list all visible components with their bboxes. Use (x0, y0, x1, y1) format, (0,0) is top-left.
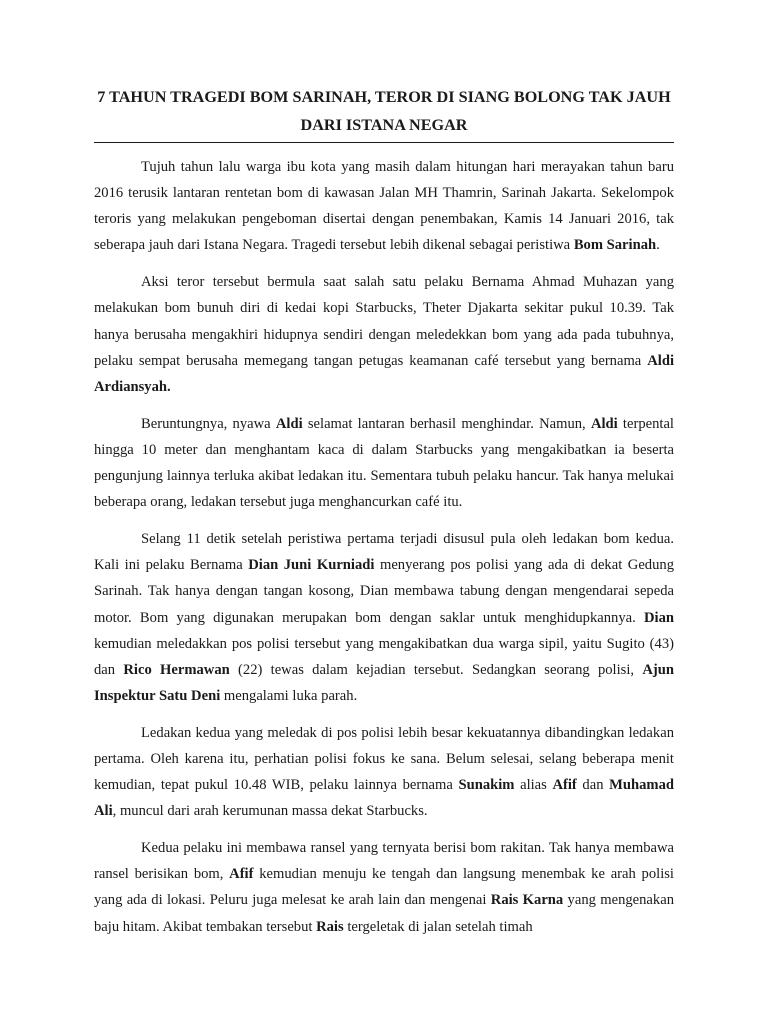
paragraph-3 (94, 411, 674, 515)
body-text: . (656, 237, 660, 254)
body-text: terpental hingga 10 meter dan menghantam kaca di dalam Starbucks yang mengakibatkan ia beserta pengunjung lainnya terluka akibat ledakan itu. Sementara tubuh pelaku hancur. Tak hanya melukai beberapa orang, ledakan tersebut juga menghancurkan café itu. (94, 415, 674, 511)
body-text: , muncul dari arah kerumunan massa dekat Starbucks. (112, 803, 428, 820)
body-text: tergeletak di jalan setelah timah (343, 918, 533, 935)
bold-name-text: Sunakim (458, 777, 515, 794)
bold-name-text: Ajun Inspektur Satu Deni (94, 661, 674, 704)
body-text: Kedua pelaku ini membawa ransel yang ternyata berisi bom rakitan. Tak hanya membawa ransel berisikan bom, (94, 840, 674, 883)
body-text: menyerang pos polisi yang ada di dekat Gedung Sarinah. Tak hanya dengan tangan kosong, Dian membawa tabung dengan mengendarai sepeda motor. Bom yang digunakan merupakan bom dengan saklar untuk menghidupkannya. (94, 557, 674, 626)
document-title: 7 TAHUN TRAGEDI BOM SARINAH, TEROR DI SIANG BOLONG TAK JAUH DARI ISTANA NEGAR (97, 88, 671, 134)
bold-name-text: Rais Karna (490, 892, 564, 909)
paragraph-1 (94, 154, 674, 258)
bold-name-text: Rico Hermawan (123, 661, 230, 678)
body-text: Ledakan kedua yang meledak di pos polisi lebih besar kekuatannya dibandingkan ledakan pertama. Oleh karena itu, perhatian polisi fokus ke sana. Belum selesai, selang beberapa menit kemudian, tepat pukul 10.48 WIB, pelaku lainnya bernama (94, 724, 674, 794)
title-underline-rule (94, 142, 674, 143)
body-text: yang mengenakan baju hitam. Akibat tembakan tersebut (94, 892, 674, 935)
body-text: kemudian meledakkan pos polisi tersebut yang mengakibatkan dua warga sipil, yaitu Sugito (43) dan (94, 635, 674, 678)
body-text: dan (576, 777, 610, 794)
bold-name-text: Muhamad Ali (94, 777, 674, 820)
bold-name-text: Afif (229, 866, 254, 883)
bold-name-text: Aldi Ardiansyah. (94, 352, 674, 395)
body-text: Selang 11 detik setelah peristiwa pertama terjadi disusul pula oleh ledakan bom kedua. Kali ini pelaku Bernama (94, 531, 674, 574)
bold-name-text: Aldi (275, 415, 303, 432)
bold-name-text: Bom Sarinah (573, 237, 657, 254)
body-text: Tujuh tahun lalu warga ibu kota yang masih dalam hitungan hari merayakan tahun baru 2016 terusik lantaran rentetan bom di kawasan Jalan MH Thamrin, Sarinah Jakarta. Sekelompok teroris yang melakukan pengeboman disertai dengan penembakan, Kamis 14 Januari 2016, tak seberapa jauh dari Istana Negara. Tragedi tersebut lebih dikenal sebagai peristiwa (94, 159, 674, 254)
paragraph-5 (94, 720, 674, 824)
paragraph-6 (94, 835, 674, 939)
paragraph-4 (94, 526, 674, 709)
body-text: Aksi teror tersebut bermula saat salah satu pelaku Bernama Ahmad Muhazan yang melakukan bom bunuh diri di kedai kopi Starbucks, Theter Djakarta sekitar pukul 10.39. Tak hanya berusaha mengakhiri hidupnya sendiri dengan meledekkan bom yang ada pada tubuhnya, pelaku sempat berusaha memegang tangan petugas keamanan café tersebut yang bernama (94, 274, 674, 369)
body-text: kemudian menuju ke tengah dan langsung menembak ke arah polisi yang ada di lokasi. Peluru juga melesat ke arah lain dan mengenai (94, 866, 674, 909)
body-text: mengalami luka parah. (220, 687, 358, 704)
bold-name-text: Aldi (590, 415, 618, 432)
paragraph-2 (94, 269, 674, 399)
bold-name-text: Dian (643, 609, 674, 626)
bold-name-text: Dian Juni Kurniadi (248, 557, 375, 574)
body-text: (22) tewas dalam kejadian tersebut. Sedangkan seorang polisi, (229, 661, 643, 678)
body-text: selamat lantaran berhasil menghindar. Namun, (302, 415, 591, 432)
body-text: Beruntungnya, nyawa (141, 415, 276, 432)
bold-name-text: Rais (316, 918, 344, 935)
body-text: alias (514, 777, 553, 794)
bold-name-text: Afif (552, 777, 577, 794)
